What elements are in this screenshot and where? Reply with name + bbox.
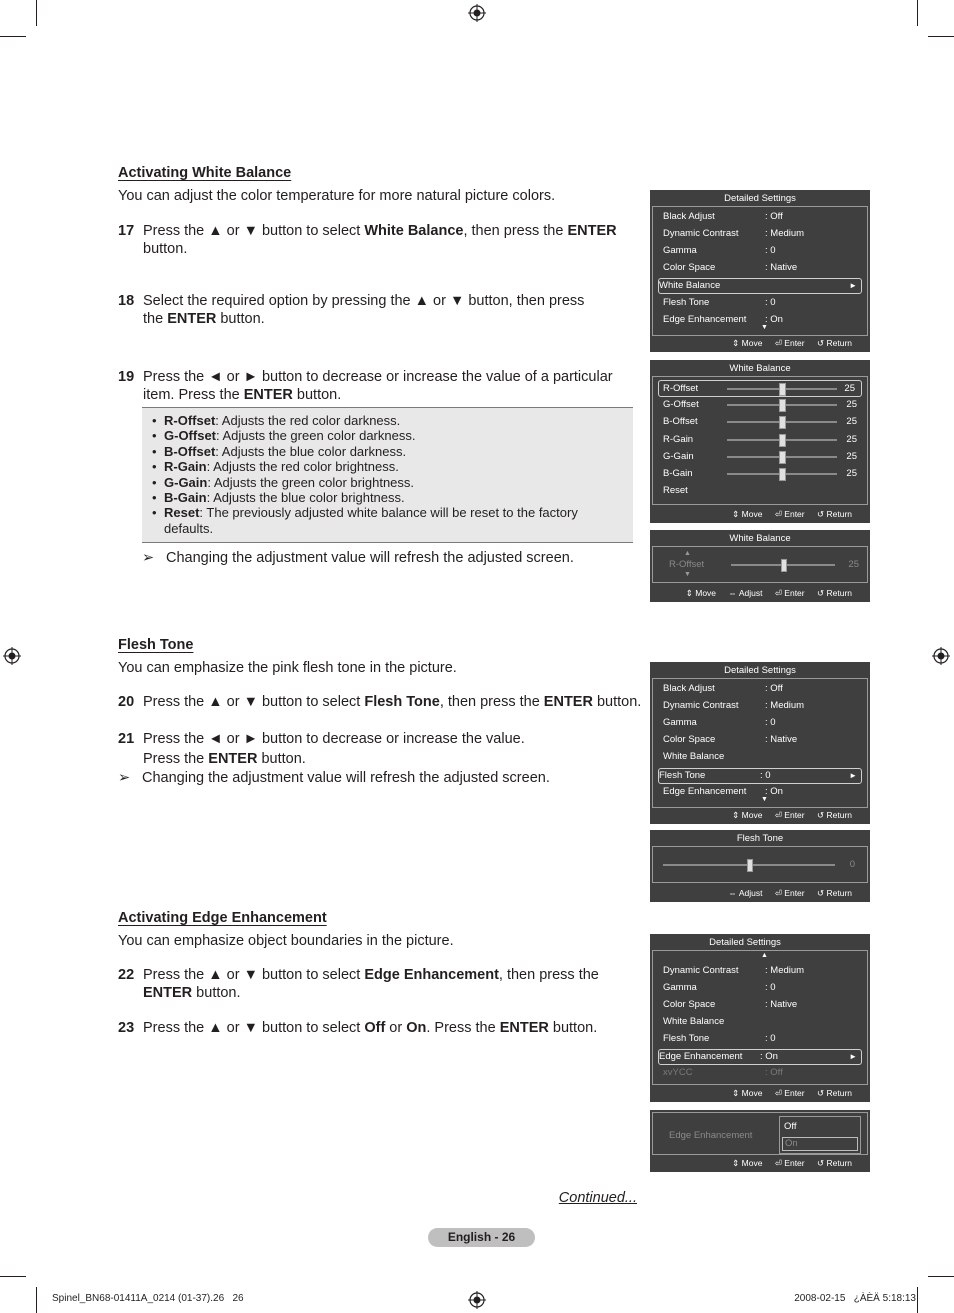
footer-file-info: Spinel_BN68-01411A_0214 (01-37).26 26: [52, 1293, 244, 1304]
osd-footer: [676, 588, 852, 599]
step-21-line2: Press the ENTER button.: [143, 751, 306, 767]
slider-value: 0: [849, 859, 855, 870]
list-item: • B-Gain: Adjusts the blue color brightness.: [152, 490, 633, 505]
menu-item[interactable]: Gamma : 0: [663, 717, 776, 728]
enter-icon: ⏎ Enter: [774, 810, 805, 820]
slider-row[interactable]: G-Offset 25: [663, 399, 857, 410]
menu-item[interactable]: Edge Enhancement : On: [663, 786, 783, 797]
return-icon: ↺ Return: [817, 888, 852, 898]
slider-label: R-Offset: [669, 559, 705, 570]
osd-footer: [722, 810, 852, 821]
list-item: • B-Offset: Adjusts the blue color darkness.: [152, 444, 633, 459]
list-item: • G-Offset: Adjusts the green color darkness.: [152, 428, 633, 443]
osd-footer: [722, 1158, 852, 1169]
menu-item-selected[interactable]: White Balance ►: [658, 278, 862, 294]
section-intro: You can emphasize object boundaries in the picture.: [118, 933, 454, 949]
menu-item[interactable]: Black Adjust : Off: [663, 683, 783, 694]
note-arrow-icon: ➢: [118, 770, 131, 786]
return-icon: ↺ Return: [817, 810, 852, 820]
arrow-right-icon: ►: [849, 1052, 857, 1061]
osd-edge-enhancement: [650, 1110, 870, 1172]
adjust-icon: ⇔ Adjust: [728, 888, 763, 898]
move-icon: ⇕ Move: [732, 810, 763, 820]
osd-menu-frame: [652, 846, 868, 883]
scroll-up-icon: ▲: [761, 952, 768, 959]
crop-mark: [0, 1276, 26, 1277]
menu-item[interactable]: Color Space : Native: [663, 262, 798, 273]
osd-flesh-tone: [650, 830, 870, 902]
slider-knob[interactable]: [747, 859, 753, 872]
osd-detailed-settings-1: [650, 190, 870, 352]
osd-white-balance-2: [650, 530, 870, 602]
enter-icon: ⏎ Enter: [774, 338, 805, 348]
slider-row[interactable]: R-Gain 25: [663, 434, 857, 445]
step-number: 21: [118, 731, 135, 747]
list-item: • Reset: The previously adjusted white balance will be reset to the factory defaults.: [152, 505, 604, 536]
move-icon: ⇕ Move: [732, 1158, 763, 1168]
return-icon: ↺ Return: [817, 1088, 852, 1098]
step-number: 17: [118, 223, 135, 239]
osd-title: Detailed Settings: [724, 193, 796, 204]
osd-menu-frame: [652, 546, 868, 583]
option-dropdown: [779, 1116, 861, 1154]
white-balance-options-box: [142, 407, 633, 543]
osd-title: White Balance: [729, 533, 791, 544]
osd-detailed-settings-2: [650, 662, 870, 824]
enter-icon: ⏎ Enter: [774, 588, 805, 598]
enter-icon: ⏎ Enter: [774, 888, 805, 898]
slider-row[interactable]: G-Gain 25: [663, 451, 857, 462]
osd-title: White Balance: [729, 363, 791, 374]
slider-knob[interactable]: [779, 434, 786, 447]
osd-menu-frame: [652, 376, 868, 505]
return-icon: ↺ Return: [817, 588, 852, 598]
menu-item[interactable]: Color Space : Native: [663, 999, 798, 1010]
step-number: 23: [118, 1020, 135, 1036]
crop-mark: [917, 1287, 918, 1313]
step-text: Press the ▲ or ▼ button to select White Balance, then press the ENTER button.: [143, 223, 617, 257]
step-number: 19: [118, 369, 135, 385]
note-arrow-icon: ➢: [142, 550, 155, 566]
osd-title: Detailed Settings: [709, 937, 781, 948]
step-number: 18: [118, 293, 135, 309]
move-icon: ⇕ Move: [732, 509, 763, 519]
menu-item-selected[interactable]: Flesh Tone : 0 ►: [658, 768, 862, 784]
slider-knob[interactable]: [779, 383, 786, 396]
return-icon: ↺ Return: [817, 509, 852, 519]
osd-menu-frame: [652, 950, 868, 1085]
menu-item[interactable]: White Balance: [663, 1016, 725, 1027]
menu-item[interactable]: Edge Enhancement : On: [663, 314, 783, 325]
slider-row[interactable]: B-Offset 25: [663, 416, 857, 427]
slider-knob[interactable]: [779, 416, 786, 429]
page-number-badge: English - 26: [428, 1228, 535, 1247]
osd-menu-frame: [652, 1112, 868, 1155]
registration-mark-icon: [932, 647, 950, 665]
step-text: Press the ▲ or ▼ button to select Flesh Tone, then press the ENTER button.: [143, 694, 642, 710]
crop-mark: [917, 0, 918, 26]
return-icon: ↺ Return: [817, 338, 852, 348]
move-icon: ⇕ Move: [732, 1088, 763, 1098]
osd-title: Detailed Settings: [724, 665, 796, 676]
osd-white-balance-1: [650, 360, 870, 523]
slider-knob[interactable]: [781, 559, 787, 572]
slider-knob[interactable]: [779, 468, 786, 481]
scroll-down-icon: ▼: [761, 324, 768, 331]
note-text: Changing the adjustment value will refresh the adjusted screen.: [142, 770, 550, 786]
slider-row-selected[interactable]: R-Offset 25: [658, 380, 862, 397]
step-text: Select the required option by pressing the ▲ or ▼ button, then press the ENTER button.: [143, 293, 585, 327]
menu-item[interactable]: Dynamic Contrast : Medium: [663, 228, 805, 239]
step-text: Press the ▲ or ▼ button to select Off or On. Press the ENTER button.: [143, 1020, 598, 1036]
step-text: Press the ▲ or ▼ button to select Edge Enhancement, then press the ENTER button.: [143, 967, 599, 1001]
list-item: • G-Gain: Adjusts the green color brightness.: [152, 475, 633, 490]
osd-footer: [722, 1088, 852, 1099]
registration-mark-icon: [3, 647, 21, 665]
list-item: • R-Gain: Adjusts the red color brightness.: [152, 459, 633, 474]
menu-item-disabled: xvYCC : Off: [663, 1067, 783, 1078]
osd-menu-frame: [652, 678, 868, 808]
step-number: 22: [118, 967, 135, 983]
menu-item[interactable]: Gamma : 0: [663, 982, 776, 993]
menu-item[interactable]: White Balance: [663, 751, 725, 762]
option-label: Edge Enhancement: [669, 1130, 753, 1141]
registration-mark-icon: [468, 4, 486, 22]
footer-timestamp: 2008-02-15 ¿ÀÈÄ 5:18:13: [794, 1293, 916, 1304]
return-icon: ↺ Return: [817, 1158, 852, 1168]
menu-item-selected[interactable]: Edge Enhancement : On ►: [658, 1049, 862, 1065]
enter-icon: ⏎ Enter: [774, 1088, 805, 1098]
scroll-down-icon: ▼: [684, 571, 691, 578]
crop-mark: [928, 1276, 954, 1277]
note-text: Changing the adjustment value will refresh the adjusted screen.: [166, 550, 574, 566]
menu-item-reset[interactable]: Reset: [663, 485, 688, 496]
crop-mark: [928, 36, 954, 37]
slider-value: 25: [848, 559, 859, 570]
step-text: Press the ◄ or ► button to decrease or increase the value of a particular item. Press the ENTER button.: [143, 369, 613, 403]
osd-title: Flesh Tone: [736, 833, 784, 844]
continued-text: Continued...: [558, 1190, 637, 1206]
crop-mark: [36, 0, 37, 26]
move-icon: ⇕ Move: [732, 338, 763, 348]
enter-icon: ⏎ Enter: [774, 1158, 805, 1168]
menu-item[interactable]: Dynamic Contrast : Medium: [663, 700, 805, 711]
enter-icon: ⏎ Enter: [774, 509, 805, 519]
step-number: 20: [118, 694, 135, 710]
osd-detailed-settings-3: [650, 934, 870, 1102]
list-item: • R-Offset: Adjusts the red color darkness.: [152, 413, 633, 428]
registration-mark-icon: [468, 1291, 486, 1309]
menu-item[interactable]: Black Adjust : Off: [663, 211, 783, 222]
option-off[interactable]: Off: [784, 1121, 797, 1132]
section-title-white-balance: Activating White Balance: [118, 165, 292, 181]
osd-footer: [722, 338, 852, 349]
crop-mark: [36, 1287, 37, 1313]
slider-knob[interactable]: [779, 399, 786, 412]
section-title-edge-enhancement: Activating Edge Enhancement: [118, 910, 327, 926]
arrow-right-icon: ►: [849, 281, 857, 290]
crop-mark: [0, 36, 26, 37]
section-intro: You can adjust the color temperature for more natural picture colors.: [118, 188, 556, 204]
menu-item[interactable]: Flesh Tone : 0: [663, 1033, 776, 1044]
menu-item[interactable]: Color Space : Native: [663, 734, 798, 745]
step-text: Press the ◄ or ► button to decrease or increase the value.: [143, 731, 525, 747]
menu-item[interactable]: Flesh Tone : 0: [663, 297, 776, 308]
slider-knob[interactable]: [779, 451, 786, 464]
menu-item[interactable]: Dynamic Contrast : Medium: [663, 965, 805, 976]
section-intro: You can emphasize the pink flesh tone in the picture.: [118, 660, 457, 676]
osd-menu-frame: [652, 206, 868, 336]
scroll-down-icon: ▼: [761, 796, 768, 803]
osd-footer: [718, 888, 852, 899]
section-title-flesh-tone: Flesh Tone: [118, 637, 194, 653]
menu-item[interactable]: Gamma : 0: [663, 245, 776, 256]
arrow-right-icon: ►: [849, 771, 857, 780]
osd-footer: [722, 509, 852, 520]
adjust-icon: ⇔ Adjust: [728, 588, 763, 598]
scroll-up-icon: ▲: [684, 550, 691, 557]
slider-row[interactable]: B-Gain 25: [663, 468, 857, 479]
move-icon: ⇕ Move: [685, 588, 717, 598]
option-on[interactable]: On: [782, 1137, 858, 1151]
